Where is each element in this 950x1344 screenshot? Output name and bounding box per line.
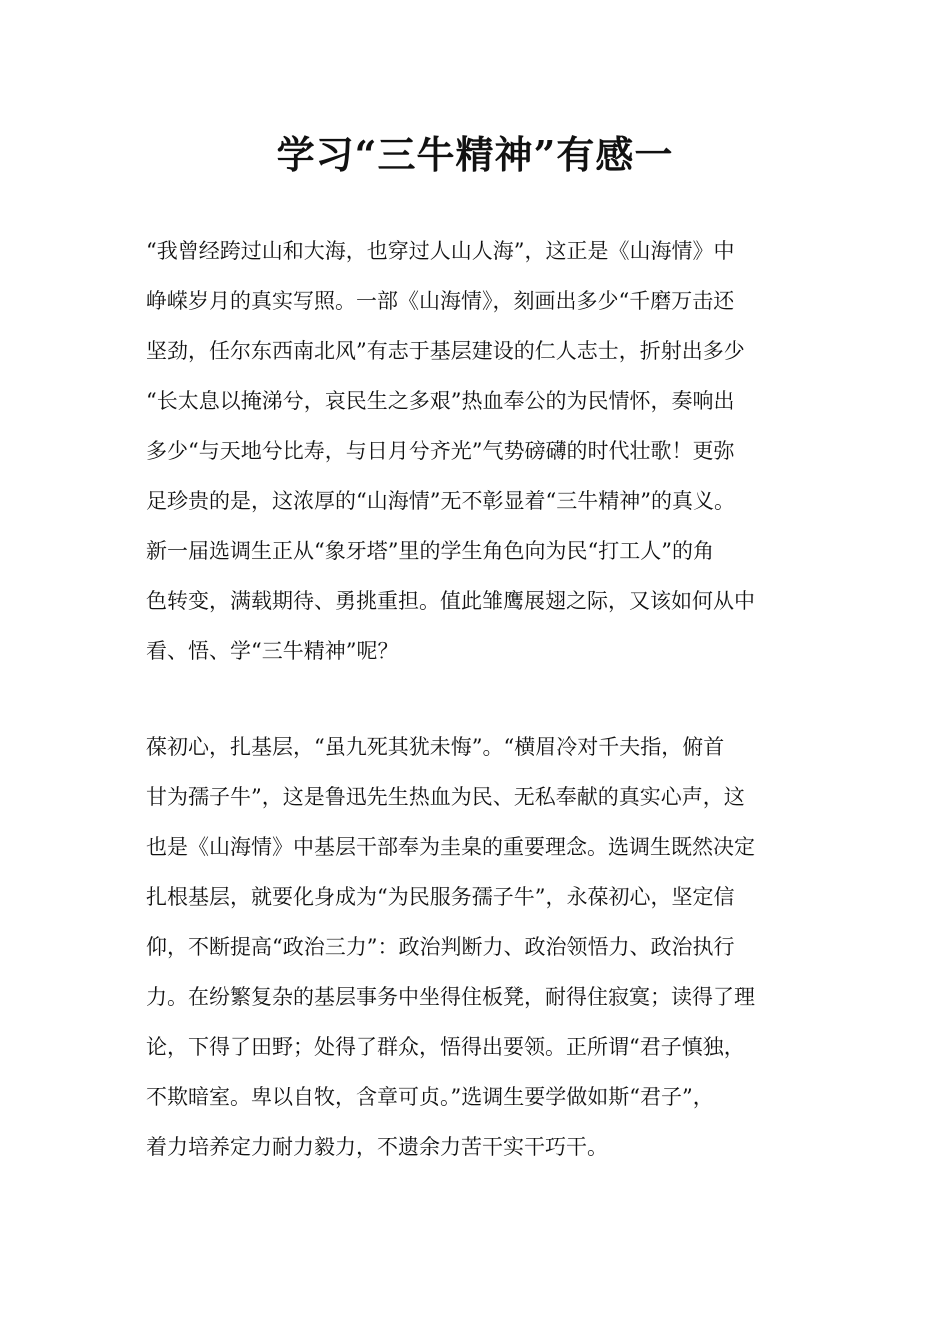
paragraph-line: 足珍贵的是，这浓厚的“山海情”无不彰显着“三牛精神”的真义。 (146, 489, 735, 513)
paragraph-line: 甘为孺子牛”，这是鲁迅先生热血为民、无私奉献的真实心声，这 (146, 785, 745, 809)
paragraph-2 (146, 722, 755, 1172)
paragraph-line: “长太息以掩涕兮，哀民生之多艰”热血奉公的为民情怀，奏响出 (146, 389, 735, 413)
paragraph-line: “我曾经跨过山和大海，也穿过人山人海”，这正是《山海情》中 (146, 239, 735, 263)
paragraph-line: 峥嵘岁月的真实写照。一部《山海情》，刻画出多少“千磨万击还 (146, 289, 735, 313)
paragraph-line: 不欺暗室。卑以自牧，含章可贞。”选调生要学做如斯“君子”， (146, 1085, 714, 1109)
paragraph-line: 色转变，满载期待、勇挑重担。值此雏鹰展翅之际，又该如何从中 (146, 589, 755, 613)
paragraph-line: 力。在纷繁复杂的基层事务中坐得住板凳，耐得住寂寞；读得了理 (146, 985, 755, 1009)
paragraph-line: 仰，不断提高“政治三力”：政治判断力、政治领悟力、政治执行 (146, 935, 735, 959)
paragraph-line: 着力培养定力耐力毅力，不遗余力苦干实干巧干。 (146, 1135, 608, 1159)
paragraph-line: 论，下得了田野；处得了群众，悟得出要领。正所谓“君子慎独， (146, 1035, 745, 1059)
paragraph-line: 新一届选调生正从“象牙塔”里的学生角色向为民“打工人”的角 (146, 539, 714, 563)
paragraph-1 (146, 226, 755, 676)
document-title: 学习“三牛精神”有感一 (276, 132, 674, 177)
paragraph-line: 也是《山海情》中基层干部奉为圭臬的重要理念。选调生既然决定 (146, 835, 755, 859)
paragraph-line: 扎根基层，就要化身成为“为民服务孺子牛”，永葆初心，坚定信 (146, 885, 735, 909)
paragraph-line: 坚劲，任尔东西南北风”有志于基层建设的仁人志士，折射出多少 (146, 339, 745, 363)
paragraph-line: 葆初心，扎基层，“虽九死其犹未悔”。“横眉冷对千夫指，俯首 (146, 735, 725, 759)
paragraph-line: 看、悟、学“三牛精神”呢？ (146, 639, 399, 663)
paragraph-line: 多少“与天地兮比寿，与日月兮齐光”气势磅礴的时代壮歌！更弥 (146, 439, 735, 463)
